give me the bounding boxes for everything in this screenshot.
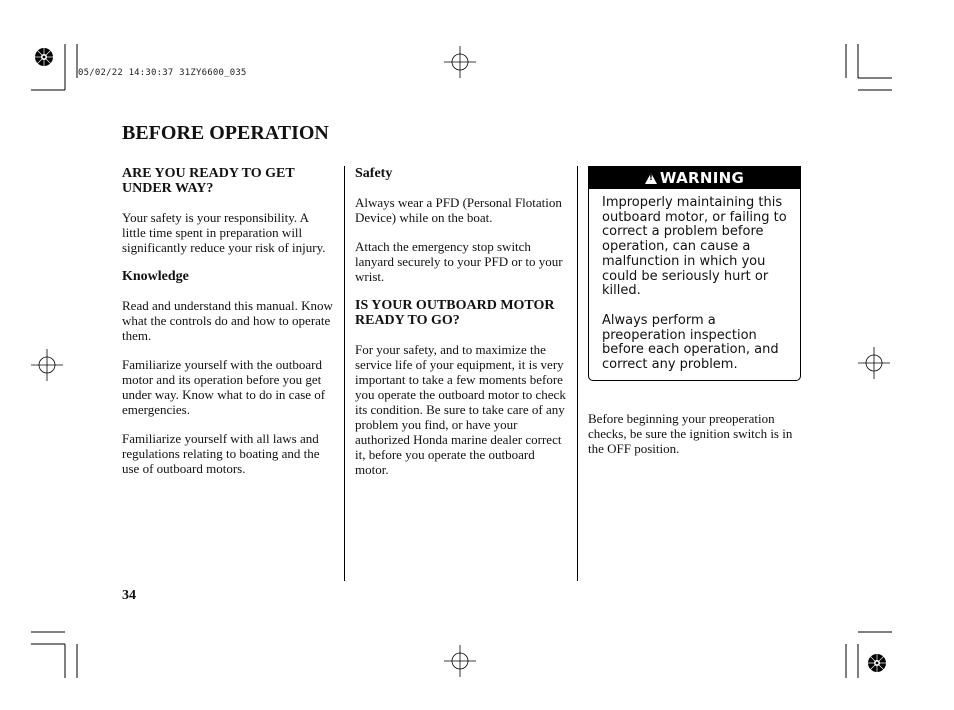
warning-triangle-icon (645, 173, 657, 184)
column-get-under-way (122, 166, 334, 490)
page-number: 34 (122, 588, 136, 603)
body-paragraph: Familiarize yourself with the outboard motor and its operation before you get under way. Know what to do in case of emergencies. (122, 357, 326, 417)
body-paragraph: For your safety, and to maximize the service life of your equipment, it is very important to take a few moments before you operate the outboard motor to check its condition. Be sure to take care of any problem you find, or have your authorized Honda marine dealer correct it, before you operate the outboard motor. (355, 342, 566, 477)
print-timestamp: 05/02/22 14:30:37 31ZY6600_035 (78, 68, 247, 78)
body-paragraph: Attach the emergency stop switch lanyard securely to your PFD or to your wrist. (355, 239, 563, 284)
subheading-knowledge: Knowledge (122, 269, 189, 284)
body-paragraph: Your safety is your responsibility. A little time spent in preparation will significantly reduce your risk of injury. (122, 210, 326, 255)
starburst-target-top-left (35, 48, 53, 66)
column-safety (355, 166, 569, 491)
body-paragraph: Before beginning your preoperation checks, be sure the ignition switch is in the OFF position. (588, 410, 793, 456)
starburst-target-bottom-right (868, 654, 886, 672)
warning-header (589, 167, 800, 189)
warning-text: Always perform a preoperation inspection before each operation, and correct any problem. (602, 312, 779, 373)
body-paragraph: Always wear a PFD (Personal Flotation Device) while on the boat. (355, 195, 562, 225)
subheading-safety: Safety (355, 166, 393, 181)
registration-crosshair-right (858, 347, 890, 379)
registration-crosshair-bottom (444, 645, 476, 677)
column-warning (588, 166, 802, 470)
body-paragraph: Familiarize yourself with all laws and regulations relating to boating and the use of outboard motors. (122, 431, 320, 476)
column-divider (344, 166, 345, 581)
warning-text: Improperly maintaining this outboard motor, or failing to correct a problem before operation, can cause a malfunction in which you could be seriously hurt or killed. (602, 195, 787, 299)
warning-body (589, 189, 800, 380)
page-title: BEFORE OPERATION (122, 122, 329, 144)
warning-box (588, 166, 801, 381)
section-heading-ready: ARE YOU READY TO GET UNDER WAY? (122, 166, 295, 196)
section-heading-motor-ready: IS YOUR OUTBOARD MOTOR READY TO GO? (355, 298, 555, 328)
registration-crosshair-top (444, 46, 476, 78)
warning-label: WARNING (659, 169, 745, 187)
column-divider (577, 166, 578, 581)
registration-crosshair-left (31, 349, 63, 381)
body-paragraph: Read and understand this manual. Know what the controls do and how to operate them. (122, 298, 333, 343)
